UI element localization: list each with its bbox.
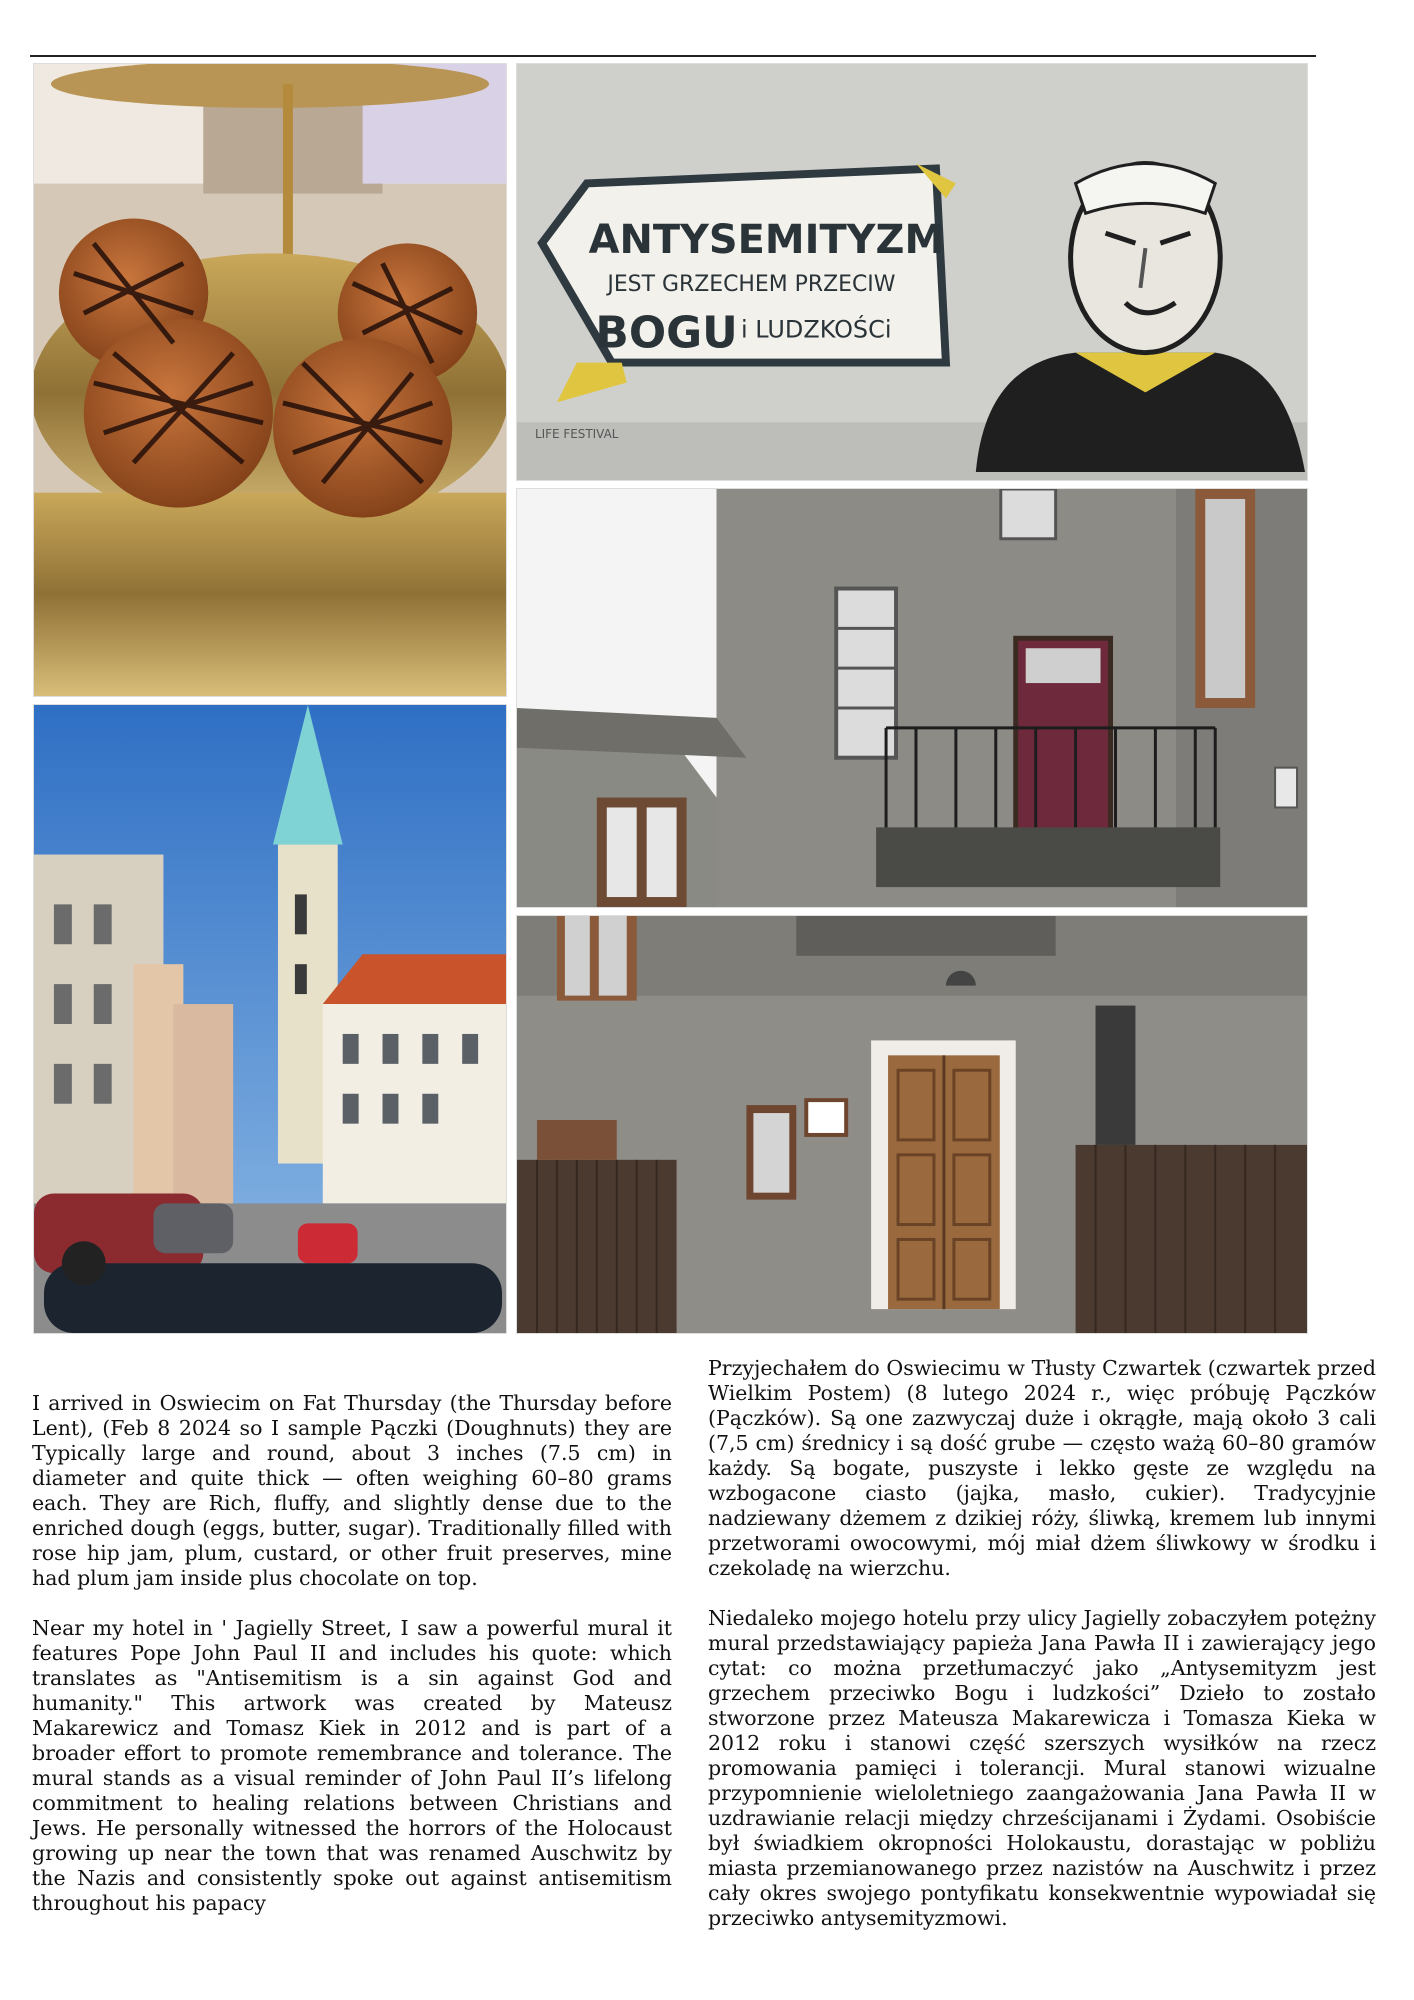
mural-line3: BOGU xyxy=(595,307,738,359)
balcony-building-photo xyxy=(516,488,1308,908)
mural-footer: LIFE FESTIVAL xyxy=(534,427,619,442)
english-text-column xyxy=(32,1391,672,1941)
mural-line4: i LUDZKOŚCi xyxy=(740,315,892,344)
mural-photo xyxy=(516,63,1308,481)
mural-line2: JEST GRZECHEM PRZECIW xyxy=(607,271,896,297)
polish-paragraph-1: Przyjechałem do Oswiecimu w Tłusty Czwartek (czwartek przed Wielkim Postem) (8 lutego 2024 r., więc próbuję Pączków (Pączków). Są one zazwyczaj duże i okrągłe, mają około 3 cali (7,5 cm) średnicy i są dość grube — często ważą 60–80 gramów każdy. Są bogate, puszyste i lekko gęste ze względu na wzbogacone ciasto (jajka, masło, cukier). Tradycyjnie nadziewany dżemem z dzikiej róży, śliwką, kremem lub innymi przetworami owocowymi, mój miał dżem śliwkowy w środku i czekoladę na wierzchu. xyxy=(708,1356,1376,1580)
mural-line1: ANTYSEMITYZM xyxy=(588,217,945,264)
church-street-photo xyxy=(33,704,507,1334)
top-rule xyxy=(30,55,1316,57)
english-paragraph-1: I arrived in Oswiecim on Fat Thursday (the Thursday before Lent), (Feb 8 2024 so I sample Pączki (Doughnuts) they are Typically large and round, about 3 inches (7.5 cm) in diameter and quite thick — often weighing 60–80 grams each. They are Rich, fluffy, and slightly dense due to the enriched dough (eggs, butter, sugar). Traditionally filled with rose hip jam, plum, custard, or other fruit preserves, mine had plum jam inside plus chocolate on top. xyxy=(32,1391,672,1590)
english-paragraph-2: Near my hotel in ' Jagielly Street, I saw a powerful mural it features Pope John Paul II and includes his quote: which translates as "Antisemitism is a sin against God and humanity." This artwork was created by Mateusz Makarewicz and Tomasz Kiek in 2012 and is part of a broader effort to promote remembrance and tolerance. The mural stands as a visual reminder of John Paul II’s lifelong commitment to healing relations between Christians and Jews. He personally witnessed the horrors of the Holocaust growing up near the town that was renamed Auschwitz by the Nazis and consistently spoke out against antisemitism throughout his papacy xyxy=(32,1616,672,1915)
polish-paragraph-2: Niedaleko mojego hotelu przy ulicy Jagielly zobaczyłem potężny mural przedstawiający papieża Jana Pawła II i zawierający jego cytat: co można przetłumaczyć jako „Antysemityzm jest grzechem przeciwko Bogu i ludzkości” Dzieło to zostało stworzone przez Mateusza Makarewicza i Tomasza Kieka w 2012 roku i stanowi część szerszych wysiłków na rzecz promowania pamięci i tolerancji. Mural stanowi wizualne przypomnienie wieloletniego zaangażowania Jana Pawła II w uzdrawianie relacji między chrześcijanami i Żydami. Osobiście był świadkiem okropności Holokaustu, dorastając w pobliżu miasta przemianowanego przez nazistów na Auschwitz i przez cały okres swojego pontyfikatu konsekwentnie wypowiadał się przeciwko antysemityzmowi. xyxy=(708,1606,1376,1930)
polish-text-column xyxy=(708,1356,1376,1956)
entrance-building-photo xyxy=(516,915,1308,1334)
doughnuts-photo xyxy=(33,63,507,697)
